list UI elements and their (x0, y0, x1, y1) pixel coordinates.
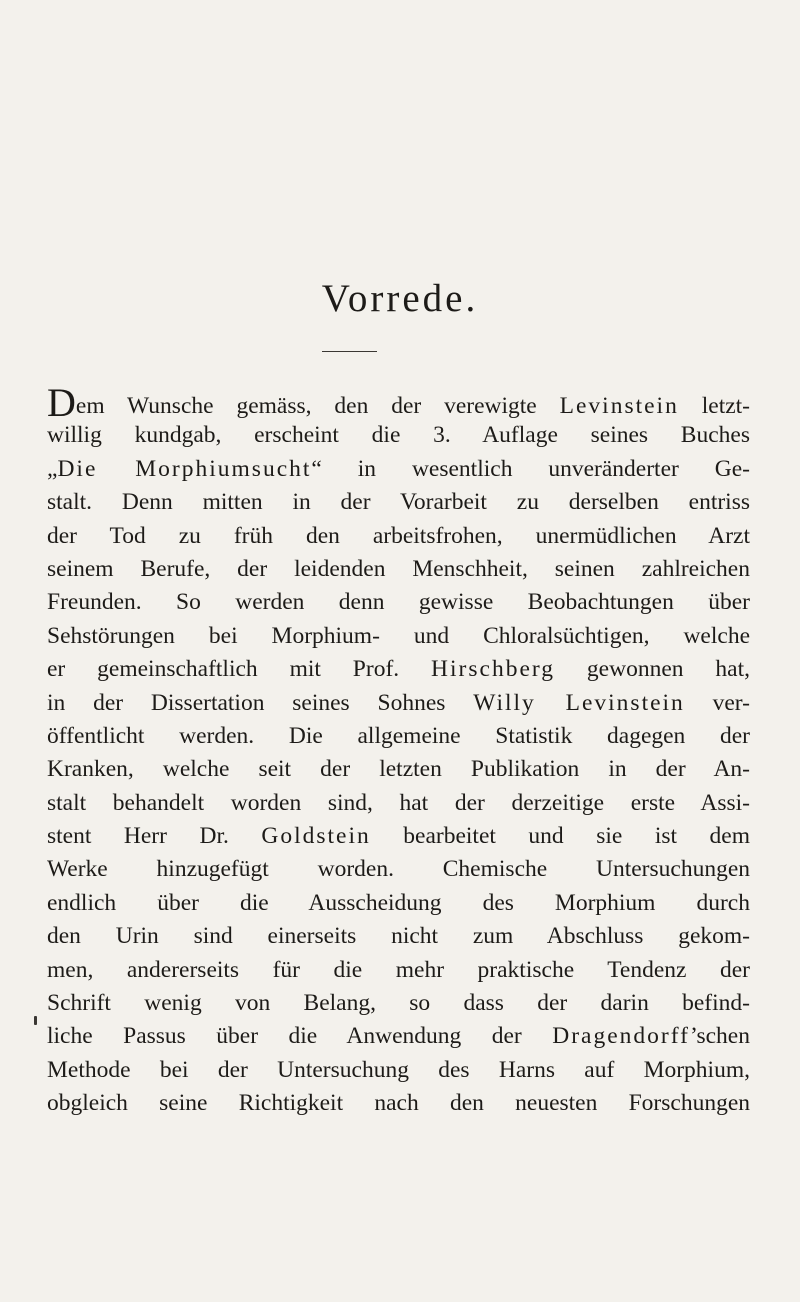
spaced-name: Hirschberg (431, 656, 556, 683)
text-line (47, 1087, 750, 1120)
print-blemish (34, 1016, 37, 1025)
line-text: stalt. Denn mitten in der Vorarbeit zu derselben entriss (47, 489, 750, 516)
line-text: „ (47, 455, 58, 482)
text-line (47, 720, 750, 753)
line-text: stalt behandelt worden sind, hat der derzeitige erste Assi- (47, 789, 750, 816)
text-line (47, 1054, 750, 1087)
line-text: ’schen (689, 1023, 750, 1050)
line-text: seinem Berufe, der leidenden Menschheit, seinen zahlreichen (47, 555, 750, 582)
text-line (47, 987, 750, 1020)
line-text: letzt- (678, 393, 751, 419)
text-line (47, 853, 750, 886)
text-line (47, 586, 750, 619)
text-line (47, 787, 750, 820)
line-text: stent Herr Dr. (47, 823, 262, 850)
line-text: endlich über die Ausscheidung des Morphium durch (47, 889, 750, 916)
line-text: öffentlicht werden. Die allgemeine Statistik dagegen der (47, 722, 750, 749)
spaced-book-title: Die Morphiumsucht (57, 455, 312, 482)
title-divider (322, 351, 377, 352)
text-line (47, 453, 750, 486)
text-line (47, 954, 750, 987)
text-line (47, 687, 750, 720)
line-text: willig kundgab, erscheint die 3. Auflage seines Buches (47, 422, 750, 449)
text-line (47, 486, 750, 519)
line-text: Methode bei der Untersuchung des Harns auf Morphium, (47, 1056, 750, 1083)
line-text: obgleich seine Richtigkeit nach den neuesten Forschungen (47, 1090, 750, 1117)
text-line (47, 820, 750, 853)
line-text: liche Passus über die Anwendung der (47, 1023, 553, 1050)
text-line (47, 520, 750, 553)
spaced-name: Dragendorff (552, 1023, 690, 1050)
line-text: er gemeinschaftlich mit Prof. (47, 656, 432, 683)
page-title: Vorrede. (321, 277, 479, 320)
line-text: Freunden. So werden denn gewisse Beobachtungen über (47, 589, 750, 616)
line-text: ver- (684, 689, 750, 716)
text-line (47, 920, 750, 953)
line-text: “ in wesentlich unveränderter Ge- (311, 455, 750, 482)
line-text: in der Dissertation seines Sohnes (47, 689, 474, 716)
text-line (47, 620, 750, 653)
line-text: Sehstörungen bei Morphium- und Chloralsüchtigen, welche (47, 622, 750, 649)
line-text: Werke hinzugefügt worden. Chemische Untersuchungen (47, 856, 750, 883)
line-text: gewonnen hat, (555, 656, 750, 683)
spaced-name: Goldstein (261, 823, 371, 850)
line-text: em Wunsche gemäss, den der verewigte (75, 393, 560, 419)
text-line (47, 887, 750, 920)
text-line (47, 1020, 750, 1053)
line-text: men, andererseits für die mehr praktische Tendenz der (47, 956, 750, 983)
preface-paragraph (47, 380, 751, 1121)
line-text: der Tod zu früh den arbeitsfrohen, unermüdlichen Arzt (47, 522, 750, 549)
line-text: Kranken, welche seit der letzten Publikation in der An- (47, 756, 750, 783)
drop-cap: D (47, 380, 76, 425)
spaced-name: Willy Levinstein (473, 689, 685, 716)
line-text: den Urin sind einerseits nicht zum Abschluss gekom- (47, 923, 750, 950)
spaced-name: Levinstein (559, 393, 679, 419)
line-text: bearbeitet und sie ist dem (370, 823, 751, 850)
text-line (47, 553, 750, 586)
text-line (47, 419, 750, 452)
line-text: Schrift wenig von Belang, so dass der darin befind- (47, 990, 750, 1017)
text-line (47, 653, 750, 686)
text-line (47, 380, 751, 425)
text-line (47, 753, 750, 786)
